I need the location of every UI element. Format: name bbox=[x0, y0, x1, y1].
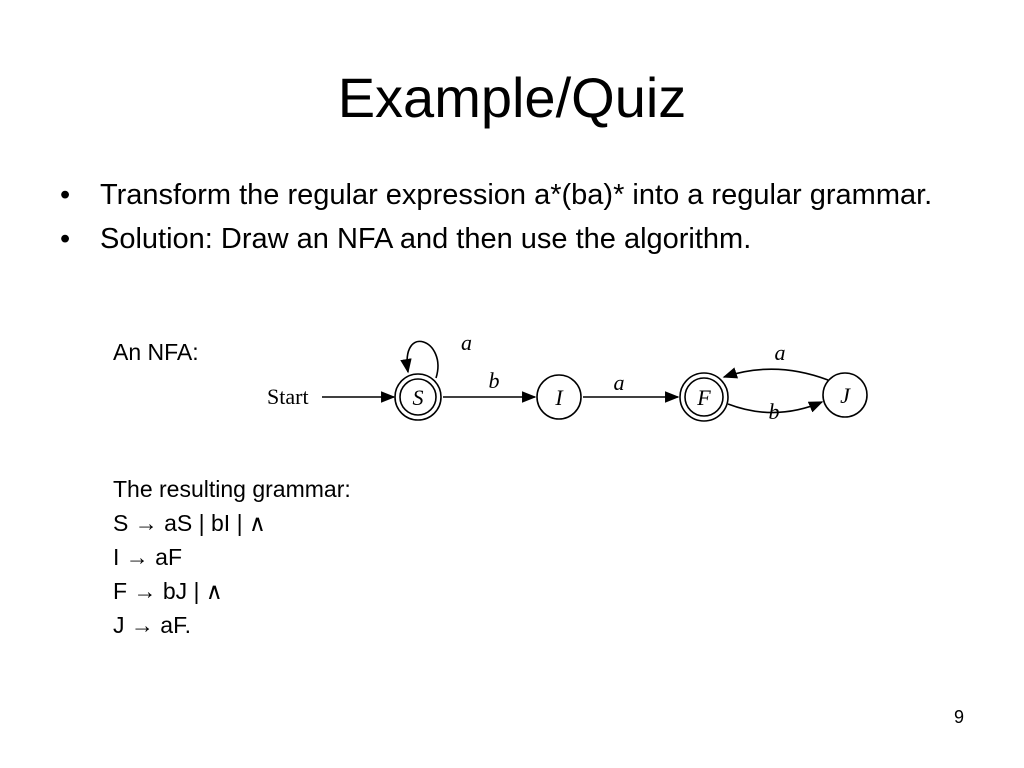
grammar-rule: I → aF bbox=[113, 544, 183, 570]
bullet-list bbox=[60, 178, 960, 266]
state-s-label: S bbox=[412, 385, 424, 410]
label-j-f: a bbox=[774, 340, 786, 365]
state-i-label: I bbox=[555, 385, 563, 410]
bullet-dot: • bbox=[60, 179, 71, 211]
state-s bbox=[395, 374, 441, 420]
label-s-s: a bbox=[461, 330, 472, 355]
grammar-block bbox=[113, 472, 351, 642]
grammar-rule: S → aS | bI | ∧ bbox=[113, 510, 266, 536]
nfa-diagram bbox=[240, 310, 900, 450]
edge-j-f bbox=[724, 369, 828, 380]
grammar-rule: F → bJ | ∧ bbox=[113, 578, 223, 604]
bullet-item bbox=[60, 178, 960, 212]
label-f-j: b bbox=[768, 399, 780, 424]
page-number: 9 bbox=[953, 707, 964, 727]
label-s-i: b bbox=[488, 368, 500, 393]
state-j-label: J bbox=[840, 383, 850, 408]
bullet-text: Solution: Draw an NFA and then use the algorithm. bbox=[100, 223, 752, 255]
state-i bbox=[537, 375, 581, 419]
nfa-label: An NFA: bbox=[113, 339, 199, 365]
start-label: Start bbox=[267, 384, 309, 409]
label-i-f: a bbox=[613, 370, 625, 395]
bullet-dot: • bbox=[60, 223, 71, 255]
state-j bbox=[823, 373, 867, 417]
slide-title: Example/Quiz bbox=[337, 66, 687, 129]
grammar-heading: The resulting grammar: bbox=[113, 476, 351, 502]
grammar-rule: J → aF. bbox=[113, 612, 191, 638]
state-f-label: F bbox=[697, 385, 711, 410]
bullet-text: Transform the regular expression a*(ba)* into a regular grammar. bbox=[100, 179, 933, 211]
state-f bbox=[680, 373, 728, 421]
bullet-item bbox=[60, 222, 960, 256]
loop-s-s bbox=[407, 341, 438, 378]
